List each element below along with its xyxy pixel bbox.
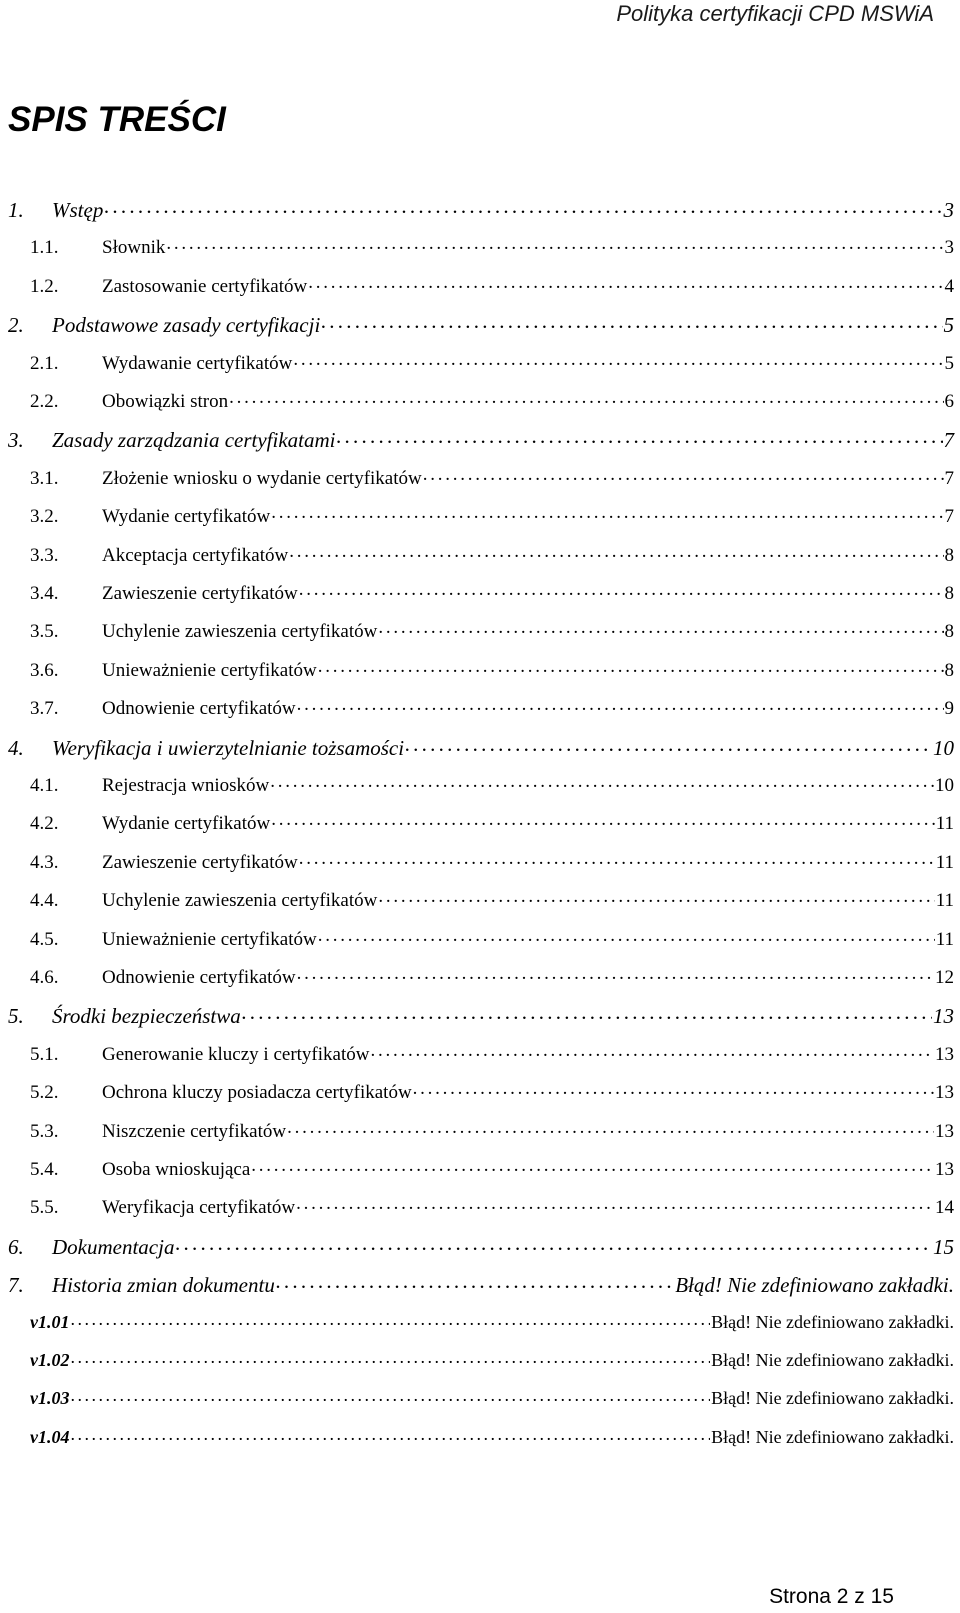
toc-entry-label: Złożenie wniosku o wydanie certyfikatów [102,467,422,489]
toc-entry[interactable] [30,618,954,648]
toc-entry-page: 11 [935,813,954,835]
dot-leader [405,734,932,755]
toc-entry-number: 5.2. [30,1082,59,1104]
toc-entry[interactable] [30,772,954,802]
toc-entry-label: Zasady zarządzania certyfikatami [52,428,336,453]
dot-leader [270,772,934,791]
toc-entry-label: Zawieszenie certyfikatów [102,583,298,604]
toc-entry[interactable] [30,503,954,533]
toc-entry[interactable] [8,1233,954,1263]
dot-leader [299,580,944,599]
toc-entry[interactable] [8,734,954,764]
dot-leader [71,1310,711,1328]
toc-entry-number: 3.5. [30,621,59,643]
toc-entry-number: 4.4. [30,890,59,912]
toc-entry-label: Akceptacja certyfikatów [102,544,289,566]
dot-leader [296,1194,934,1213]
toc-entry[interactable] [8,196,954,226]
toc-entry-number: 4.1. [30,775,59,796]
toc-entry-number: 4.2. [30,813,59,835]
toc-entry[interactable] [30,350,954,380]
dot-leader [242,1002,932,1023]
toc-entry[interactable] [30,657,954,687]
toc-entry-label: Wstęp [52,198,104,222]
toc-entry[interactable] [30,926,954,956]
toc-entry-page: 12 [935,967,954,988]
toc-entry-page: 11 [935,890,954,912]
toc-entry-page: 8 [944,621,954,643]
dot-leader [71,1348,711,1366]
dot-leader [276,1271,674,1292]
toc-entry[interactable] [30,1310,954,1340]
toc-entry-label: Weryfikacja certyfikatów [102,1197,296,1219]
toc-entry[interactable] [30,1118,954,1148]
toc-entry-label: Odnowienie certyfikatów [102,967,296,988]
toc-entry[interactable] [30,810,954,840]
toc-entry[interactable] [30,542,954,572]
dot-leader [299,849,935,868]
toc-entry-label: Wydanie certyfikatów [102,813,271,835]
dot-leader [175,1233,932,1254]
dot-leader [71,1386,711,1404]
toc-entry-label: Zastosowanie certyfikatów [102,275,308,297]
toc-entry-label: Uchylenie zawieszenia certyfikatów [102,890,378,912]
toc-entry-label: Rejestracja wniosków [102,775,270,796]
toc-entry[interactable] [8,311,954,341]
toc-entry-page: 13 [935,1043,954,1065]
toc-entry-page: 5 [943,313,954,338]
toc-entry[interactable] [8,1271,954,1301]
toc-entry-page: 7 [944,506,954,528]
toc-entry-page: 13 [935,1159,954,1180]
toc-entry-label: Historia zmian dokumentu [52,1273,275,1298]
dot-leader [271,503,943,522]
toc-entry-number: 2.2. [30,391,59,412]
toc-entry-number: 3. [8,428,24,453]
toc-entry-label: Dokumentacja [52,1234,175,1259]
toc-entry-label: Osoba wnioskująca [102,1159,251,1180]
dot-leader [308,273,943,292]
toc-entry[interactable] [30,1386,954,1416]
toc-entry[interactable] [30,580,954,610]
toc-entry-page: 14 [935,1197,954,1219]
toc-entry-number: 1.2. [30,275,59,297]
toc-entry-number: 5.5. [30,1197,59,1219]
toc-entry-page: 7 [943,428,954,453]
toc-entry-label: Generowanie kluczy i certyfikatów [102,1043,370,1065]
toc-entry[interactable] [30,1156,954,1186]
toc-entry-label: Unieważnienie certyfikatów [102,659,317,681]
toc-entry-page: 4 [944,275,954,297]
toc-entry-label: Odnowienie certyfikatów [102,698,296,720]
page-number-footer: Strona 2 z 15 [769,1585,894,1608]
dot-leader [271,810,935,829]
toc-entry[interactable] [30,465,954,495]
toc-entry-label: Obowiązki stron [102,391,229,412]
toc-title: SPIS TREŚCI [8,100,226,139]
toc-entry-number: 4.5. [30,928,59,950]
toc-entry[interactable] [30,1194,954,1224]
toc-entry-number: 3.7. [30,698,59,720]
toc-entry-page: 8 [944,583,954,604]
toc-entry[interactable] [8,1002,954,1032]
toc-entry-label: v1.04 [30,1426,70,1447]
dot-leader [337,426,943,447]
toc-entry[interactable] [8,426,954,456]
toc-entry[interactable] [30,695,954,725]
toc-entry-label: Ochrona kluczy posiadacza certyfikatów [102,1082,412,1104]
toc-entry-label: Unieważnienie certyfikatów [102,928,317,950]
toc-entry-number: 2.1. [30,352,59,374]
dot-leader [378,618,943,637]
dot-leader [251,1156,934,1175]
toc-entry-number: 4.3. [30,851,59,873]
toc-entry-number: 1.1. [30,237,59,259]
toc-entry-number: 2. [8,313,24,338]
toc-entry-label: v1.02 [30,1350,70,1370]
toc-entry-label: Zawieszenie certyfikatów [102,851,298,873]
toc-entry-page: 7 [944,467,954,489]
toc-entry-page: 8 [944,544,954,566]
toc-entry-page: 10 [933,735,954,760]
toc-entry-number: 5. [8,1004,24,1029]
toc-entry-label: Środki bezpieczeństwa [52,1004,241,1029]
dot-leader [423,465,944,484]
dot-leader [104,196,942,217]
toc-entry[interactable] [30,234,954,264]
toc-entry-number: 3.4. [30,583,59,604]
dot-leader [297,964,934,983]
toc-entry-page: 3 [944,237,954,259]
toc-entry-page: 13 [935,1120,954,1142]
dot-leader [297,695,944,714]
toc-entry-page: 9 [944,698,954,720]
toc-entry-label: Wydanie certyfikatów [102,506,271,528]
dot-leader [370,1041,934,1060]
toc-entry-number: 1. [8,198,24,222]
toc-entry[interactable] [30,1079,954,1109]
dot-leader [413,1079,934,1098]
toc-entry-page: Błąd! Nie zdefiniowano zakładki. [711,1388,954,1409]
toc-entry[interactable] [30,1348,954,1378]
toc-entry-label: Słownik [102,237,166,259]
toc-entry[interactable] [30,1041,954,1071]
toc-entry-number: 5.3. [30,1120,59,1142]
toc-entry-page: 11 [935,928,954,950]
toc-entry[interactable] [30,1425,954,1455]
toc-entry-number: 3.6. [30,659,59,681]
toc-entry-number: 7. [8,1273,24,1298]
toc-entry-page: Błąd! Nie zdefiniowano zakładki. [675,1273,954,1298]
dot-leader [166,234,943,253]
toc-entry-label: Wydawanie certyfikatów [102,352,293,374]
toc-entry-page: 11 [935,851,954,873]
dot-leader [318,926,935,945]
dot-leader [293,350,943,369]
toc-entry[interactable] [30,849,954,879]
toc-entry-number: 4.6. [30,967,59,988]
toc-entry[interactable] [30,388,954,418]
toc-entry-page: Błąd! Nie zdefiniowano zakładki. [711,1350,954,1370]
dot-leader [318,657,944,676]
running-header: Polityka certyfikacji CPD MSWiA [616,1,934,26]
toc-entry-number: 6. [8,1234,24,1259]
toc-entry-number: 5.1. [30,1043,59,1065]
toc-entry-number: 4. [8,735,24,760]
dot-leader [289,542,943,561]
toc-entry[interactable] [30,964,954,994]
toc-entry-label: Uchylenie zawieszenia certyfikatów [102,621,378,643]
toc-entry[interactable] [30,887,954,917]
toc-entry-label: Podstawowe zasady certyfikacji [52,313,321,338]
toc-entry-page: Błąd! Nie zdefiniowano zakładki. [711,1426,954,1447]
toc-entry-page: Błąd! Nie zdefiniowano zakładki. [711,1311,954,1332]
toc-entry-page: 13 [933,1004,954,1029]
toc-entry-label: v1.03 [30,1388,70,1409]
toc-entry-number: 5.4. [30,1159,59,1180]
toc-entry-page: 15 [933,1234,954,1259]
dot-leader [321,311,942,332]
toc-entry-label: Niszczenie certyfikatów [102,1120,287,1142]
toc-entry-number: 3.3. [30,544,59,566]
toc-entry-page: 13 [935,1082,954,1104]
dot-leader [287,1118,934,1137]
dot-leader [378,887,934,906]
toc-entry-page: 6 [944,391,954,412]
toc-entry-label: v1.01 [30,1311,70,1332]
toc-entry-page: 5 [944,352,954,374]
toc-entry[interactable] [30,273,954,303]
toc-entry-number: 3.1. [30,467,59,489]
toc-entry-page: 10 [935,775,954,796]
toc-entry-page: 8 [944,659,954,681]
toc-entry-label: Weryfikacja i uwierzytelnianie tożsamości [52,735,405,760]
dot-leader [71,1425,711,1443]
dot-leader [229,388,943,407]
toc-entry-page: 3 [943,198,954,222]
toc-entry-number: 3.2. [30,506,59,528]
